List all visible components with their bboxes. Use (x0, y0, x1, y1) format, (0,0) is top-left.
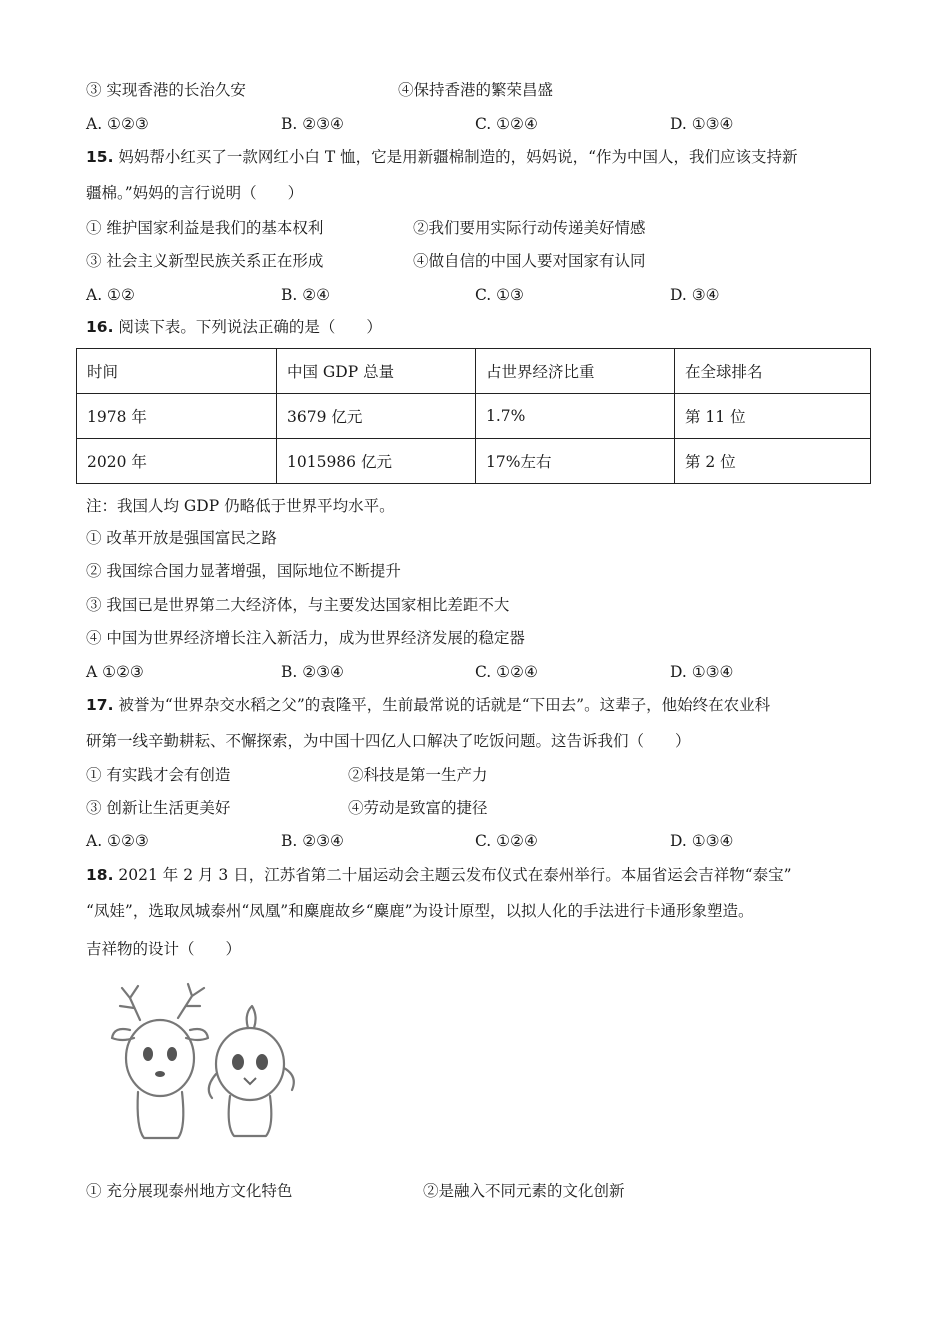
q17-choice-b: B. ②③④ (281, 832, 344, 850)
table-row (77, 394, 871, 439)
phoenix-eye-left (232, 1054, 244, 1070)
q15-option-2: ②我们要用实际行动传递美好情感 (413, 219, 646, 237)
q15-stem-text-1: 妈妈帮小红买了一款网红小白 T 恤，它是用新疆棉制造的，妈妈说，“作为中国人，我们应该支持新 (118, 148, 798, 166)
q15-stem-line-1 (86, 147, 798, 167)
q16-choice-a: A ①②③ (86, 663, 144, 681)
q17-number: 17. (86, 696, 114, 714)
phoenix-crest (247, 1006, 256, 1028)
deer-nose (155, 1071, 165, 1077)
q14-choice-d: D. ①③④ (670, 115, 734, 133)
q18-stem-text-1: 2021 年 2 月 3 日，江苏省第二十届运动会主题云发布仪式在泰州举行。本届省运会吉祥物“泰宝” (118, 866, 792, 884)
table-cell: 1015986 亿元 (277, 439, 476, 484)
table-row (77, 439, 871, 484)
deer-eye-right (167, 1047, 177, 1061)
table-cell: 1.7% (476, 394, 675, 439)
q17-option-4: ④劳动是致富的捷径 (348, 799, 488, 817)
table-cell: 17%左右 (476, 439, 675, 484)
q14-option-4: ④保持香港的繁荣昌盛 (398, 81, 554, 99)
q16-stem-text: 阅读下表。下列说法正确的是（ ） (118, 318, 382, 336)
q17-stem-text-1: 被誉为“世界杂交水稻之父”的袁隆平，生前最常说的话就是“下田去”。这辈子，他始终在农业科 (118, 696, 771, 714)
table-header-row (77, 349, 871, 394)
q18-stem-line-3: 吉祥物的设计（ ） (86, 940, 242, 958)
q16-choice-b: B. ②③④ (281, 663, 344, 681)
q17-option-3: ③ 创新让生活更美好 (86, 799, 231, 817)
table-header-cell: 时间 (77, 349, 277, 394)
phoenix-eye-right (256, 1054, 268, 1070)
table-header-cell: 占世界经济比重 (476, 349, 675, 394)
q17-option-1: ① 有实践才会有创造 (86, 766, 231, 784)
table-cell: 2020 年 (77, 439, 277, 484)
q16-choice-c: C. ①②④ (475, 663, 538, 681)
table-cell: 第 11 位 (675, 394, 871, 439)
q18-number: 18. (86, 866, 114, 884)
q17-stem-line-2: 研第一线辛勤耕耘、不懈探索，为中国十四亿人口解决了吃饭问题。这告诉我们（ ） (86, 732, 691, 750)
q15-choice-b: B. ②④ (281, 286, 331, 304)
q16-note: 注：我国人均 GDP 仍略低于世界平均水平。 (86, 497, 395, 515)
q18-option-2: ②是融入不同元素的文化创新 (423, 1182, 625, 1200)
q17-choice-c: C. ①②④ (475, 832, 538, 850)
q18-stem-line-2: “凤娃”，选取凤城泰州“凤凰”和麋鹿故乡“麋鹿”为设计原型，以拟人化的手法进行卡通形象塑造。 (86, 902, 754, 920)
q16-option-3: ③ 我国已是世界第二大经济体，与主要发达国家相比差距不大 (86, 596, 510, 614)
q16-stem-line (86, 317, 382, 337)
q17-stem-line-1 (86, 695, 770, 715)
q16-option-4: ④ 中国为世界经济增长注入新活力，成为世界经济发展的稳定器 (86, 629, 525, 647)
q15-option-4: ④做自信的中国人要对国家有认同 (413, 252, 646, 270)
q17-choice-a: A. ①②③ (86, 832, 149, 850)
gdp-table (76, 348, 871, 484)
mascot-illustration (100, 978, 310, 1158)
table-cell: 3679 亿元 (277, 394, 476, 439)
phoenix-head (216, 1028, 284, 1100)
q15-stem-line-2: 疆棉。”妈妈的言行说明（ ） (86, 184, 304, 202)
table-cell: 第 2 位 (675, 439, 871, 484)
q14-choice-a: A. ①②③ (86, 115, 149, 133)
q17-option-2: ②科技是第一生产力 (348, 766, 488, 784)
q15-number: 15. (86, 148, 114, 166)
q18-stem-line-1 (86, 865, 792, 885)
q16-number: 16. (86, 318, 114, 336)
q15-choice-d: D. ③④ (670, 286, 720, 304)
q16-option-2: ② 我国综合国力显著增强，国际地位不断提升 (86, 562, 401, 580)
q14-choice-c: C. ①②④ (475, 115, 538, 133)
q15-choice-a: A. ①② (86, 286, 135, 304)
deer-eye-left (143, 1047, 153, 1061)
q14-choice-b: B. ②③④ (281, 115, 344, 133)
table-header-cell: 中国 GDP 总量 (277, 349, 476, 394)
q17-choice-d: D. ①③④ (670, 832, 734, 850)
q15-option-3: ③ 社会主义新型民族关系正在形成 (86, 252, 324, 270)
q15-choice-c: C. ①③ (475, 286, 524, 304)
table-header-cell: 在全球排名 (675, 349, 871, 394)
q15-option-1: ① 维护国家利益是我们的基本权利 (86, 219, 324, 237)
phoenix-body (229, 1096, 272, 1136)
deer-antler-right (178, 984, 204, 1018)
deer-head (126, 1020, 194, 1096)
deer-body (138, 1092, 184, 1138)
q18-option-1: ① 充分展现泰州地方文化特色 (86, 1182, 293, 1200)
table-cell: 1978 年 (77, 394, 277, 439)
q16-choice-d: D. ①③④ (670, 663, 734, 681)
q14-option-3: ③ 实现香港的长治久安 (86, 81, 246, 99)
deer-antler-left (120, 986, 140, 1020)
q16-option-1: ① 改革开放是强国富民之路 (86, 529, 277, 547)
phoenix-beak (244, 1078, 256, 1084)
